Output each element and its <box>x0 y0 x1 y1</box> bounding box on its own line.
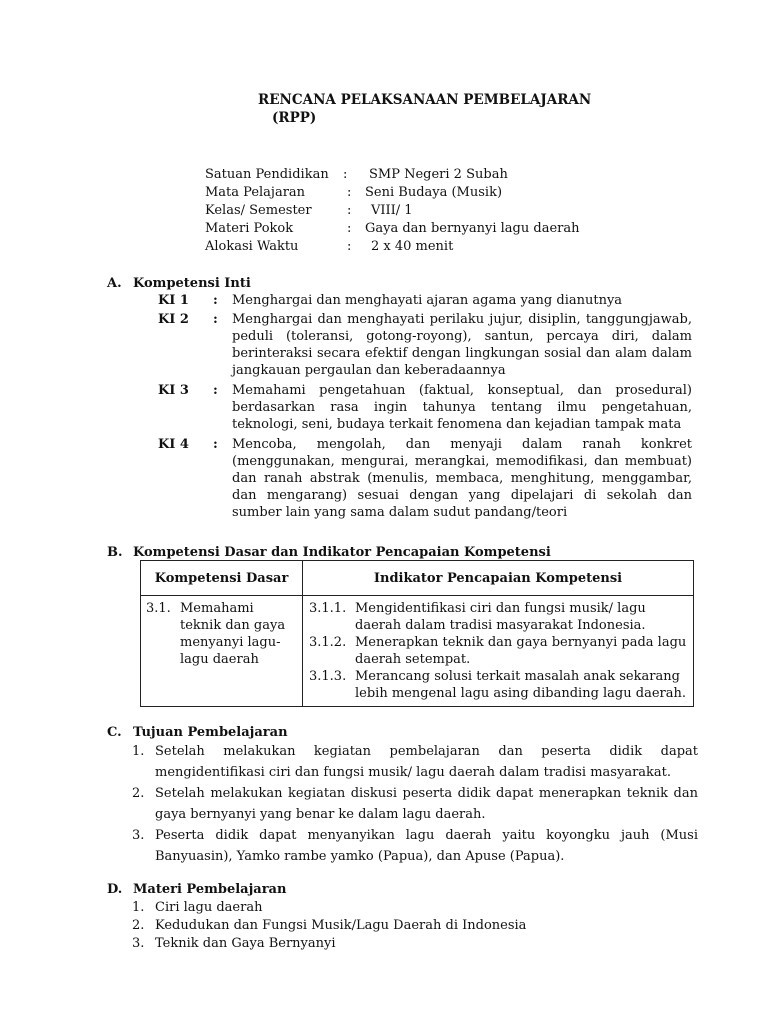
section-a-heading <box>107 275 251 292</box>
section-d-heading <box>107 881 286 898</box>
section-letter: B. <box>107 545 123 560</box>
list-number: 3. <box>132 936 145 951</box>
identity-label: Materi Pokok <box>205 221 294 236</box>
ki-item-3 <box>158 382 698 434</box>
list-item <box>132 935 698 953</box>
ki-text: Menghargai dan menghayati ajaran agama yang dianutnya <box>232 293 623 308</box>
identity-value: SMP Negeri 2 Subah <box>369 167 508 182</box>
section-letter: A. <box>107 276 122 291</box>
kd-number: 3.1. <box>146 601 171 616</box>
list-item <box>132 917 698 935</box>
ki-item-1 <box>158 292 698 310</box>
identity-colon: : <box>347 221 352 236</box>
indicator-item <box>303 634 693 668</box>
ki-colon: : <box>213 293 218 308</box>
ki-text: Menghargai dan menghayati perilaku jujur, disiplin, tanggungjawab, peduli (toleransi, gotong-royong), santun, percaya diri, dalam berinteraksi secara efektif dengan lingkungan sosial dan alam dalam jangkauan pergaulan dan keberadaannya <box>232 312 692 378</box>
identity-label: Mata Pelajaran <box>205 185 306 200</box>
identity-row-alokasi <box>205 238 625 256</box>
table-header-kd: Kompetensi Dasar <box>141 561 303 596</box>
indicator-number: 3.1.2. <box>309 635 347 650</box>
section-title: Kompetensi Dasar dan Indikator Pencapaian Kompetensi <box>133 545 551 560</box>
kd-cell <box>141 596 303 707</box>
identity-label: Satuan Pendidikan <box>205 167 329 182</box>
identity-row-kelas <box>205 202 625 220</box>
section-letter: C. <box>107 725 122 740</box>
list-number: 2. <box>132 918 145 933</box>
section-letter: D. <box>107 882 123 897</box>
list-number: 3. <box>132 828 145 843</box>
ki-code: KI 4 <box>158 437 189 452</box>
list-item <box>132 899 698 917</box>
ki-code: KI 2 <box>158 312 189 327</box>
identity-colon: : <box>347 239 352 254</box>
identity-row-satuan <box>205 166 625 184</box>
document-title: RENCANA PELAKSANAAN PEMBELAJARAN <box>258 92 592 108</box>
materials-list <box>132 899 698 953</box>
list-item <box>132 825 698 867</box>
list-text: Setelah melakukan kegiatan pembelajaran dan peserta didik dapat mengidentifikasi ciri dan fungsi musik/ lagu daerah dalam tradisi masyarakat. <box>155 744 698 780</box>
indicator-cell <box>303 596 694 707</box>
identity-value: Gaya dan bernyanyi lagu daerah <box>365 221 580 236</box>
ki-colon: : <box>213 383 218 398</box>
document-subtitle: (RPP) <box>272 110 317 126</box>
ki-colon: : <box>213 312 218 327</box>
indicator-text: Merancang solusi terkait masalah anak sekarang lebih mengenal lagu asing dibanding lagu daerah. <box>355 669 686 701</box>
list-number: 1. <box>132 900 145 915</box>
table-header-indicator: Indikator Pencapaian Kompetensi <box>303 561 694 596</box>
ki-code: KI 3 <box>158 383 189 398</box>
indicator-number: 3.1.1. <box>309 601 347 616</box>
identity-colon: : <box>347 203 352 218</box>
identity-value: Seni Budaya (Musik) <box>365 185 503 200</box>
list-number: 1. <box>132 744 145 759</box>
competency-table <box>140 560 694 707</box>
identity-value: VIII/ 1 <box>371 203 413 218</box>
section-title: Kompetensi Inti <box>133 276 251 291</box>
identity-label: Kelas/ Semester <box>205 203 312 218</box>
identity-row-mapel <box>205 184 625 202</box>
list-item <box>132 741 698 783</box>
indicator-item <box>303 600 693 634</box>
list-text: Teknik dan Gaya Bernyanyi <box>155 936 336 951</box>
section-title: Materi Pembelajaran <box>133 882 287 897</box>
ki-text: Memahami pengetahuan (faktual, konseptual, dan prosedural) berdasarkan rasa ingin tahunya tentang ilmu pengetahuan, teknologi, seni, budaya terkait fenomena dan kejadian tampak mata <box>232 383 692 432</box>
indicator-item <box>303 668 693 702</box>
identity-label: Alokasi Waktu <box>205 239 299 254</box>
identity-value: 2 x 40 menit <box>371 239 454 254</box>
ki-item-2 <box>158 311 698 379</box>
section-b-heading <box>107 544 551 561</box>
list-text: Ciri lagu daerah <box>155 900 263 915</box>
kd-text: Memahami teknik dan gaya menyanyi lagu-lagu daerah <box>180 601 286 667</box>
identity-colon: : <box>343 167 348 182</box>
table-header-row <box>141 561 694 596</box>
table-row <box>141 596 694 707</box>
section-c-heading <box>107 724 288 741</box>
list-number: 2. <box>132 786 145 801</box>
indicator-number: 3.1.3. <box>309 669 347 684</box>
indicator-text: Mengidentifikasi ciri dan fungsi musik/ lagu daerah dalam tradisi masyarakat Indonesia. <box>355 601 646 633</box>
indicator-text: Menerapkan teknik dan gaya bernyanyi pada lagu daerah setempat. <box>355 635 687 667</box>
kd-entry <box>141 600 302 668</box>
objectives-list <box>132 741 698 867</box>
identity-colon: : <box>347 185 352 200</box>
list-text: Kedudukan dan Fungsi Musik/Lagu Daerah di Indonesia <box>155 918 527 933</box>
ki-text: Mencoba, mengolah, dan menyaji dalam ranah konkret (menggunakan, mengurai, merangkai, memodifikasi, dan membuat) dan ranah abstrak (menulis, membaca, menghitung, menggambar, dan mengarang) sesuai dengan yang dipelajari di sekolah dan sumber lain yang sama dalam sudut pandang/teori <box>232 437 692 520</box>
ki-code: KI 1 <box>158 293 189 308</box>
ki-colon: : <box>213 437 218 452</box>
identity-row-materi <box>205 220 625 238</box>
section-title: Tujuan Pembelajaran <box>133 725 288 740</box>
list-item <box>132 783 698 825</box>
ki-item-4 <box>158 436 698 524</box>
list-text: Peserta didik dapat menyanyikan lagu daerah yaitu koyongku jauh (Musi Banyuasin), Yamko rambe yamko (Papua), dan Apuse (Papua). <box>155 828 698 864</box>
list-text: Setelah melakukan kegiatan diskusi peserta didik dapat menerapkan teknik dan gaya bernyanyi yang benar ke dalam lagu daerah. <box>155 786 698 822</box>
